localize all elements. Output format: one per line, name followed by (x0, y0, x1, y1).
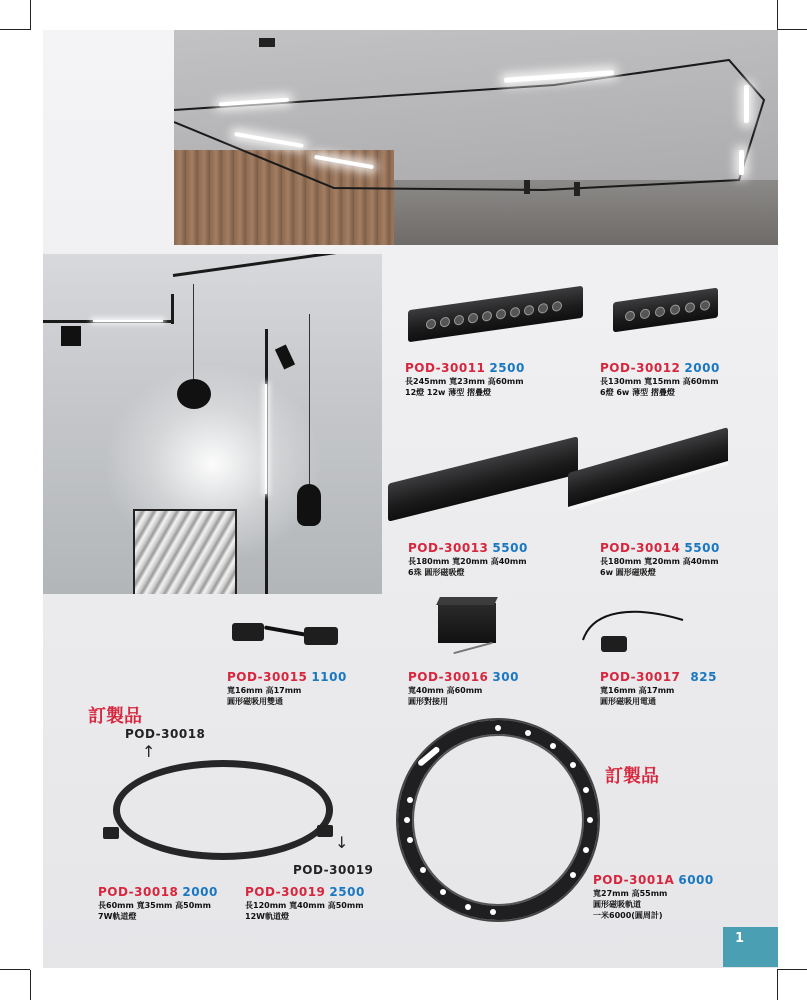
product-spec-30015: 寬16mm 高17mm 圓形磁吸用雙通 (227, 686, 302, 706)
arrow-down-icon: ↓ (335, 833, 349, 852)
product-spec-30017: 寬16mm 高17mm 圓形磁吸用電通 (600, 686, 675, 706)
arrow-up-icon: ↑ (142, 742, 156, 761)
crop-mark (777, 29, 807, 30)
track-rail (173, 254, 352, 277)
custom-made-label: 訂製品 (605, 766, 659, 787)
led-strip (739, 150, 744, 175)
spot-light (524, 180, 530, 194)
sphere-pendant (177, 379, 211, 409)
custom-made-label: 訂製品 (88, 706, 142, 727)
product-image-30011 (398, 270, 588, 340)
spot-fixture (61, 326, 81, 346)
product-spec-30016: 寬40mm 高60mm 圓形對接用 (408, 686, 483, 706)
page-number: 1 (723, 927, 778, 967)
product-spec-3001A: 寬27mm 高55mm 圓形磁吸軌道 一米6000(圓周計) (593, 889, 668, 920)
product-image-30013 (383, 425, 588, 515)
crop-mark (30, 0, 31, 30)
product-image-30012 (608, 275, 728, 335)
product-code-30014: POD-30014 5500 (600, 541, 720, 555)
crop-mark (777, 0, 778, 30)
pendant-cord (193, 284, 194, 382)
led-strip (265, 384, 267, 494)
product-spec-30014: 長180mm 寬20mm 高40mm 6w 圓形磁吸燈 (600, 557, 719, 577)
product-code-30019: POD-30019 2500 (245, 885, 365, 899)
crop-mark (777, 969, 807, 970)
callout-label-30019: POD-30019 (293, 863, 374, 877)
led-strip (744, 85, 749, 123)
hero-ceiling-photo (174, 30, 778, 245)
wall-artwork (133, 509, 237, 594)
crop-mark (777, 970, 778, 1000)
product-image-30018-ring (103, 755, 343, 875)
product-code-30016: POD-30016 300 (408, 670, 519, 684)
crop-mark (30, 970, 31, 1000)
product-code-30012: POD-30012 2000 (600, 361, 720, 375)
product-image-30015 (230, 615, 350, 655)
product-spec-30018: 長60mm 寬35mm 高50mm 7W軌道燈 (98, 901, 211, 921)
product-spec-30019: 長120mm 寬40mm 高50mm 12W軌道燈 (245, 901, 364, 921)
product-code-30013: POD-30013 5500 (408, 541, 528, 555)
callout-label-30018: POD-30018 (125, 727, 206, 741)
product-image-30014 (563, 420, 733, 510)
product-image-3001A-ring (398, 720, 608, 930)
product-code-30011: POD-30011 2500 (405, 361, 525, 375)
product-spec-30012: 長130mm 寬15mm 高60mm 6燈 6w 薄型 摺疊燈 (600, 377, 719, 397)
downlight (259, 38, 275, 47)
spot-light (574, 182, 580, 196)
product-image-30017 (573, 600, 693, 660)
product-code-30018: POD-30018 2000 (98, 885, 218, 899)
crop-mark (0, 29, 30, 30)
crop-mark (0, 969, 30, 970)
dome-pendant (297, 484, 321, 526)
product-code-30015: POD-30015 1100 (227, 670, 347, 684)
product-spec-30013: 長180mm 寬20mm 高40mm 6珠 圓形磁吸燈 (408, 557, 527, 577)
product-image-30016 (433, 595, 523, 660)
catalog-page (43, 30, 778, 968)
pendant-cord (309, 314, 310, 489)
product-code-3001A: POD-3001A 6000 (593, 873, 714, 887)
room-photo (43, 254, 382, 594)
product-code-30017: POD-30017 825 (600, 670, 717, 684)
product-spec-30011: 長245mm 寬23mm 高60mm 12燈 12w 薄型 摺疊燈 (405, 377, 524, 397)
led-strip (93, 320, 163, 322)
track-rail (171, 294, 174, 324)
